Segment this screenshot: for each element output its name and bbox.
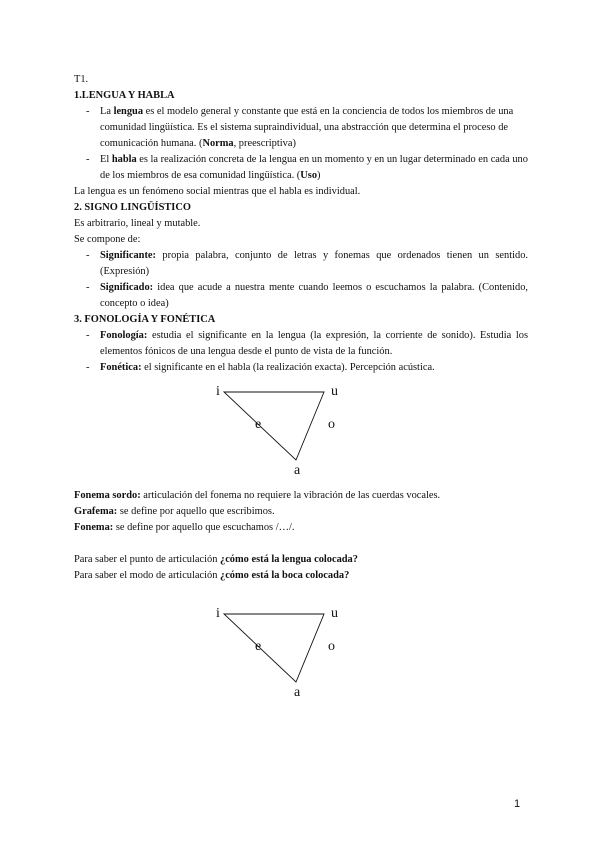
vowel-o-2: o [328,639,335,654]
vowel-o: o [328,417,335,432]
list-item-habla: - El habla es la realización concreta de la lengua en un momento y en un lugar determinado en cada uno de los miembros de esa comunidad lingüística. (Uso) [74,152,528,184]
term-habla: habla [111,154,137,165]
document-body [74,72,528,710]
term-significante: Significante: [100,250,156,261]
question-modo: Para saber el modo de articulación ¿cómo está la boca colocada? [74,570,350,581]
question-punto: Para saber el punto de articulación ¿cómo está la lengua colocada? [74,554,358,565]
section-3-title: 3. FONOLOGÍA Y FONÉTICA [74,314,216,325]
page-number: 1 [514,798,521,810]
list-item-significante: - Significante: propia palabra, conjunto de letras y fonemas que ordenados tienen un sentido. (Expresión) [74,248,528,280]
vowel-e-2: e [255,639,262,654]
list-item-significado: - Significado: idea que acude a nuestra mente cuando leemos o escuchamos la palabra. (Contenido, concepto o idea) [74,280,528,312]
doc-label: T1. [74,74,89,85]
vowel-a: a [294,463,301,478]
vowel-e: e [255,417,262,432]
def-fonema: Fonema: se define por aquello que escuchamos /…/. [74,522,295,533]
section-1-title: 1.LENGUA Y HABLA [74,90,175,101]
list-item-lengua: - La lengua es el modelo general y constante que está en la conciencia de todos los miembros de una comunidad lingüística. Es el sistema supraindividual, una abstracción que determina el proceso de comunicación humana. (Norma, preescriptiva) [74,104,528,152]
section-3-list [74,328,528,376]
section-2-list [74,248,528,312]
vowel-a-2: a [294,685,301,700]
vowel-u-2: u [331,606,338,621]
vowel-triangle-2 [74,606,528,704]
term-fonologia: Fonología: [100,330,148,341]
tag-uso: Uso [300,170,318,181]
tag-norma: Norma [202,138,234,149]
vowel-u: u [331,384,338,399]
triangle-shape-2 [74,606,528,704]
list-item-fonetica: - Fonética: el significante en el habla (la realización exacta). Percepción acústica. [74,360,528,376]
section-1-list [74,104,528,184]
term-significado: Significado: [100,282,154,293]
vowel-triangle-1 [74,384,528,482]
vowel-i: i [216,384,220,399]
vowel-i-2: i [216,606,220,621]
section-2-line-1: Es arbitrario, lineal y mutable. [74,218,201,229]
def-fonema-sordo: Fonema sordo: articulación del fonema no requiere la vibración de las cuerdas vocales. [74,490,441,501]
section-1-summary: La lengua es un fenómeno social mientras que el habla es individual. [74,186,361,197]
def-grafema: Grafema: se define por aquello que escribimos. [74,506,275,517]
term-fonetica: Fonética: [100,362,142,373]
triangle-shape [74,384,528,482]
section-2-title: 2. SIGNO LINGÜÍSTICO [74,202,191,213]
term-lengua: lengua [113,106,144,117]
section-2-line-2: Se compone de: [74,234,141,245]
list-item-fonologia: - Fonología: estudia el significante en la lengua (la expresión, la corriente de sonido). Estudia los elementos fónicos de una lengua desde el punto de vista de la función. [74,328,528,360]
